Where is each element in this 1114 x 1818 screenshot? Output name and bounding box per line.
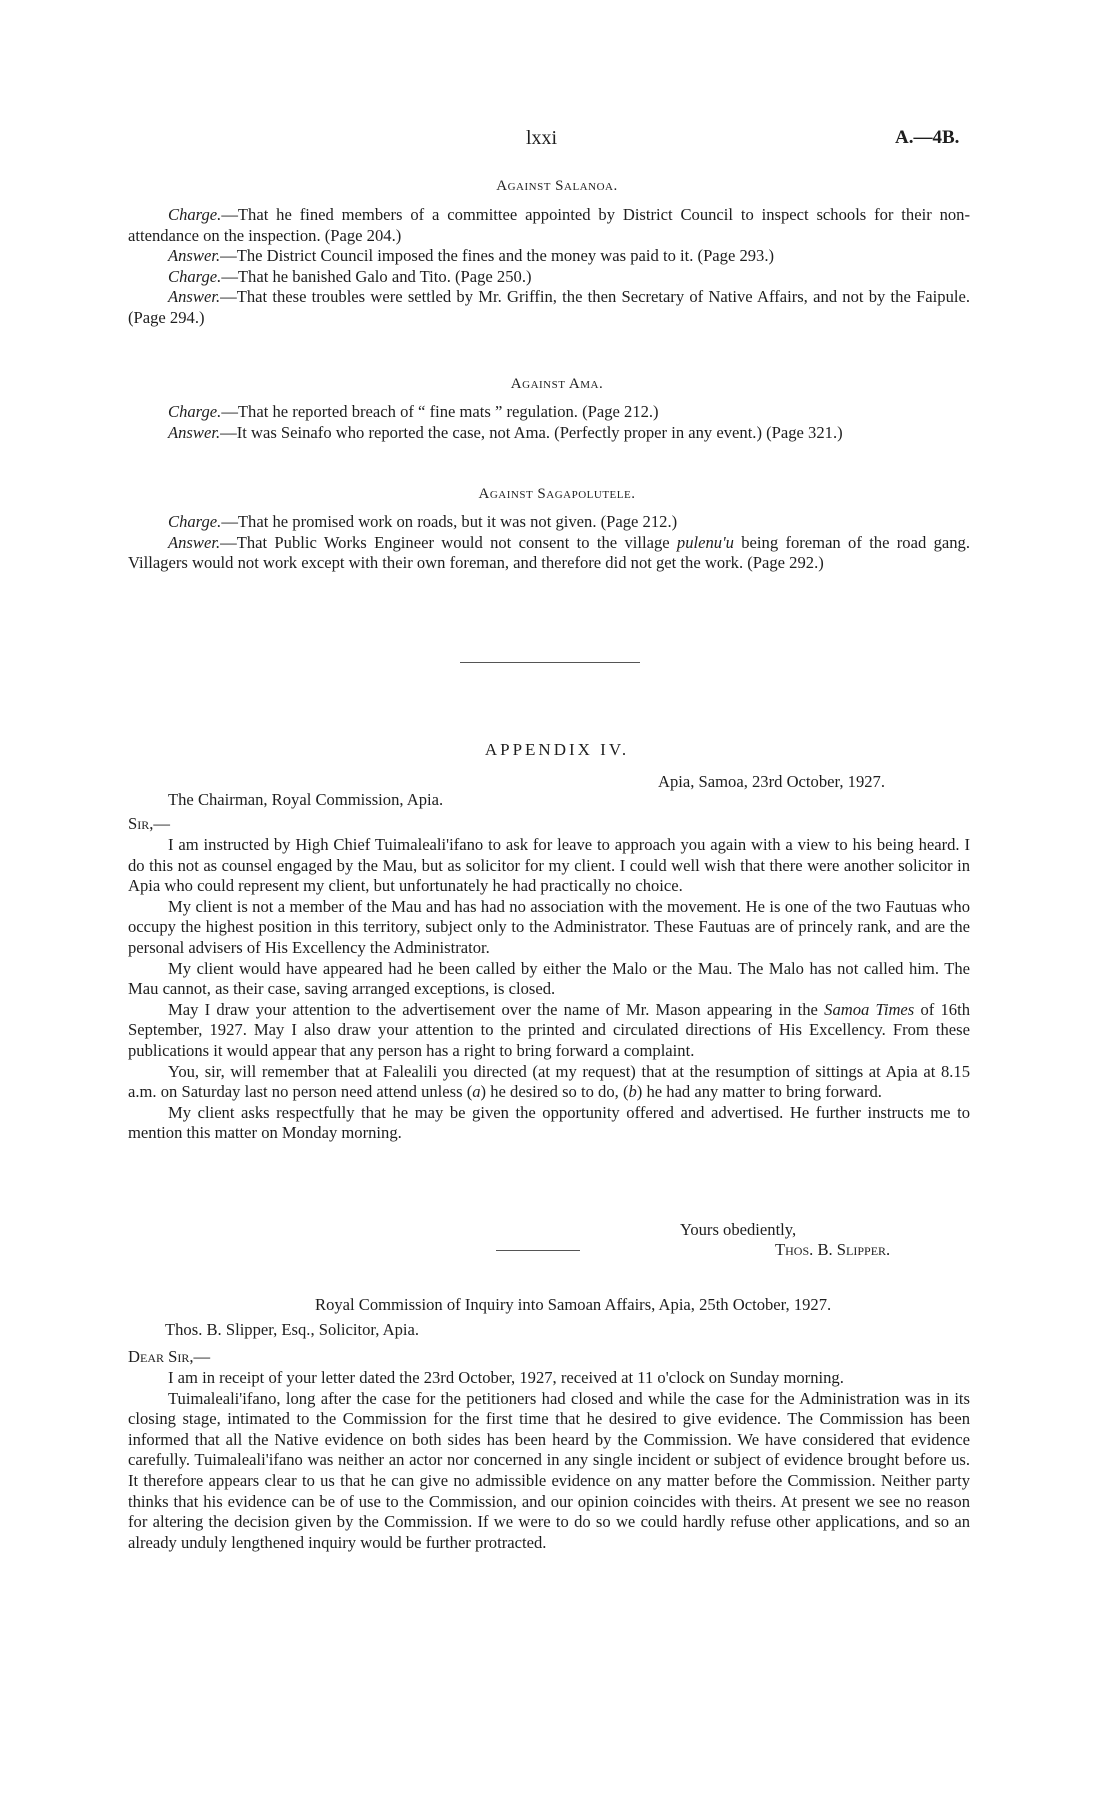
answer-label: Answer. (168, 287, 221, 307)
letter-paragraph: My client asks respectfully that he may be given the opportunity offered and advertised. He further instructs me to mention this matter on Monday morning. (128, 1102, 970, 1143)
paragraph-text: You, sir, will remember that at Falealili you directed (at my request) that at the resumption of sittings at Apia at 8.15 a.m. on Saturday last no person need attend unless ( (128, 1061, 970, 1102)
paragraph-text: of 16th September, 1927. May I also draw your attention to the printed and circulated directions of His Excellency. From these publications it would appear that any person has a right to bring forward a complaint. (128, 999, 970, 1060)
document-id: A.—4B. (895, 127, 960, 148)
paragraph-text: ) he desired so to do, ( (480, 1082, 629, 1102)
ama-answer (128, 423, 970, 444)
sagapolutele-answer (128, 533, 970, 574)
letter-closing: Yours obediently, (680, 1220, 797, 1239)
newspaper-title: Samoa Times (824, 999, 915, 1019)
pulenuu-term: pulenu'u (676, 532, 734, 552)
appendix-letter-body (128, 835, 970, 1144)
heading-against-salanoa: Against Salanoa. (496, 178, 618, 194)
sagapolutele-charge (128, 512, 970, 533)
letter-paragraph: I am instructed by High Chief Tuimaleali'ifano to ask for leave to approach you again with a view to his being heard. I do this not as counsel engaged by the Mau, but as solicitor for my client. I could well wish that there were another solicitor in Apia who could represent my client, but unfortunately he had practically no choice. (128, 835, 970, 896)
page-number: lxxi (526, 127, 558, 149)
reply-addressee: Thos. B. Slipper, Esq., Solicitor, Apia. (165, 1320, 420, 1339)
charge-label: Charge. (168, 205, 222, 224)
charge-text: —That he fined members of a committee appointed by District Council to inspect schools for their non-attendance on the inspection. (Page 204.) (128, 205, 970, 245)
reply-header: Royal Commission of Inquiry into Samoan Affairs, Apia, 25th October, 1927. (315, 1295, 832, 1314)
answer-text: —The District Council imposed the fines and the money was paid to it. (Page 293.) (220, 246, 775, 266)
salanoa-answer-2 (128, 287, 970, 328)
answer-label: Answer. (168, 246, 221, 266)
answer-label: Answer. (168, 532, 221, 552)
reply-salutation: Dear Sir,— (128, 1347, 211, 1366)
answer-text: —That Public Works Engineer would not consent to the village (220, 532, 677, 552)
heading-against-ama: Against Ama. (510, 376, 604, 392)
reply-letter-body (128, 1368, 970, 1553)
paragraph-text: ) he had any matter to bring forward. (636, 1082, 882, 1102)
reply-paragraph: I am in receipt of your letter dated the 23rd October, 1927, received at 11 o'clock on Sunday morning. (168, 1368, 844, 1387)
charge-text: —That he reported breach of “ fine mats ” regulation. (Page 212.) (221, 402, 659, 421)
ama-charge (128, 402, 970, 423)
section-divider (460, 662, 640, 663)
item-marker: a (472, 1082, 481, 1102)
ama-section (128, 402, 970, 443)
paragraph-text: May I draw your attention to the advertisement over the name of Mr. Mason appearing in the (168, 999, 825, 1019)
answer-label: Answer. (168, 422, 221, 442)
charge-label: Charge. (168, 402, 222, 421)
answer-text: being foreman of the road gang. Villagers would not work except with their own foreman, and therefore did not get the work. (Page 292.) (128, 532, 970, 573)
letter-salutation: Sir,— (128, 814, 170, 833)
letter-paragraph: My client is not a member of the Mau and has had no association with the movement. He is one of the two Fautuas who occupy the highest position in this territory, subject only to the Administrator. These Fautuas are of princely rank, and are the personal advisers of His Excellency the Administrator. (128, 896, 970, 957)
signature-rule (496, 1250, 580, 1251)
salanoa-section (128, 205, 970, 329)
answer-text: —It was Seinafo who reported the case, not Ama. (Perfectly proper in any event.) (Page 321.) (220, 422, 843, 442)
letter-paragraph (128, 1062, 970, 1103)
charge-label: Charge. (168, 266, 222, 286)
salanoa-charge-2 (128, 267, 970, 288)
letter-paragraph: My client would have appeared had he been called by either the Malo or the Mau. The Malo has not called him. The Mau cannot, as their case, saving arranged exceptions, is closed. (128, 958, 970, 999)
charge-text: —That he promised work on roads, but it was not given. (Page 212.) (221, 512, 678, 531)
letter-signature: Thos. B. Slipper. (775, 1240, 891, 1259)
salanoa-answer-1 (128, 246, 970, 267)
reply-paragraph: Tuimaleali'ifano, long after the case for the petitioners had closed and while the case for the Administration was in its closing stage, intimated to the Commission for the first time that he desired to give evidence. The Commission has been informed that all the Native evidence on both sides has been heard by the Commission. We have considered that evidence carefully. Tuimaleali'ifano was neither an actor nor concerned in any single incident or subject of evidence brought before us. It therefore appears clear to us that he can give no admissible evidence on any matter before the Commission. Neither party thinks that his evidence can be of use to the Commission, and our opinion coincides with theirs. At present we see no reason for altering the decision given by the Commission. If we were to do so we could hardly refuse other applications, and so an already unduly lengthened inquiry would be further protracted. (128, 1388, 970, 1552)
letter-paragraph (128, 1000, 970, 1062)
charge-label: Charge. (168, 512, 222, 531)
charge-text: —That he banished Galo and Tito. (Page 250.) (221, 266, 532, 286)
appendix-title: APPENDIX IV. (484, 740, 630, 759)
sagapolutele-section (128, 512, 970, 574)
answer-text: —That these troubles were settled by Mr. Griffin, the then Secretary of Native Affairs, and not by the Faipule. (Page 294.) (128, 287, 970, 327)
letter-addressee: The Chairman, Royal Commission, Apia. (168, 790, 444, 809)
heading-against-sagapolutele: Against Sagapolutele. (478, 486, 636, 502)
item-marker: b (628, 1082, 637, 1102)
salanoa-charge-1 (128, 205, 970, 246)
letter-date: Apia, Samoa, 23rd October, 1927. (658, 772, 885, 791)
